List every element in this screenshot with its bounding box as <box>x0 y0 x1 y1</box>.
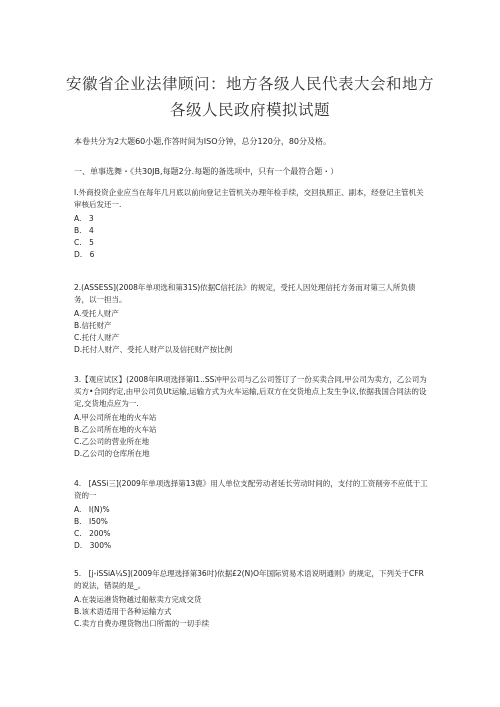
option-b: B.乙公司所在地的火车站 <box>74 425 157 434</box>
question-stem: 4. [ASSi三](2009年单项选择第13鹿》用人单位支配劳动者延长劳动时间的，支付的工资削旁不应低于工资的一 <box>74 479 428 500</box>
option-c: C.卖方自费办理货物出口所需的一切手续 <box>74 619 210 628</box>
page-title-line-1: 安徽省企业法律顾问：地方各级人民代表大会和地方 <box>65 75 434 93</box>
exam-intro: 本卷共分为2大题60小题,作答时间为ISO分钟，总分120分，80分及格。 <box>74 137 331 146</box>
option-a: A. 3 <box>74 214 94 223</box>
option-b: B.信托财产 <box>74 321 112 330</box>
option-b: B. 4 <box>74 226 94 235</box>
option-b: B.该术语适用于各种运输方式 <box>74 607 172 616</box>
option-c: C.托付人财产 <box>74 333 120 342</box>
option-a: A. I(N)% <box>74 505 110 514</box>
option-a: A.受托人财产 <box>74 309 119 318</box>
question-5 <box>74 568 428 630</box>
question-stem: I.外商投资企业应当在每年几月底以前向登记主管机关办理年检手续，交回执照正、副本，经登记主管机关审核后发还一. <box>74 188 424 209</box>
question-1 <box>74 187 428 261</box>
option-b: B. I50% <box>74 517 108 526</box>
option-a: A.在装运港货物越过船舷卖方完成交货 <box>74 595 202 604</box>
section-heading: 一、单事选舞・《共30JB,每题2分.每题的备选项中，只有一个最符合题・） <box>74 167 339 176</box>
option-d: D. 6 <box>74 250 95 259</box>
question-3 <box>74 374 428 460</box>
option-c: C. 200% <box>74 529 111 538</box>
question-stem: 3.【观应试区】(2008年IR项选择第I1..SS冲甲公司与乙公司签订了一份买卖合同,甲公司为卖方，乙公司为买方•合同约定,由甲公司负Ut运输,运输方式为火车运输,后双方在交货地点上发生争议,依据我国合同法的设定,交货地点应为一. <box>74 375 427 408</box>
option-a: A.甲公司所在地的火车站 <box>74 413 157 422</box>
option-c: C.乙公司的营业所在地 <box>74 437 150 446</box>
question-stem: 2.(ASSESS](2008年单项选和第31S)依据C信托法》的规定，受托人因处理信托方务而对第三人所负债务，以一担当。 <box>74 283 416 304</box>
question-stem: 5. [j-iSSiA¼S](2009年总理选择第36吋)依据£2(N)O年国际贸易术语说明通则》的规定，下列关于CFR的说法，错误的是_。 <box>74 569 424 590</box>
option-c: C. 5 <box>74 238 94 247</box>
option-d: D.乙公司的仓库所在地 <box>74 449 150 458</box>
option-d: D.托付人财产、受托人财产以及信托财产按比例 <box>74 345 233 354</box>
option-d: D. 300% <box>74 541 112 550</box>
question-4 <box>74 478 428 552</box>
question-2 <box>74 282 428 356</box>
page-title-line-2: 各级人民政府模拟试题 <box>169 101 330 119</box>
